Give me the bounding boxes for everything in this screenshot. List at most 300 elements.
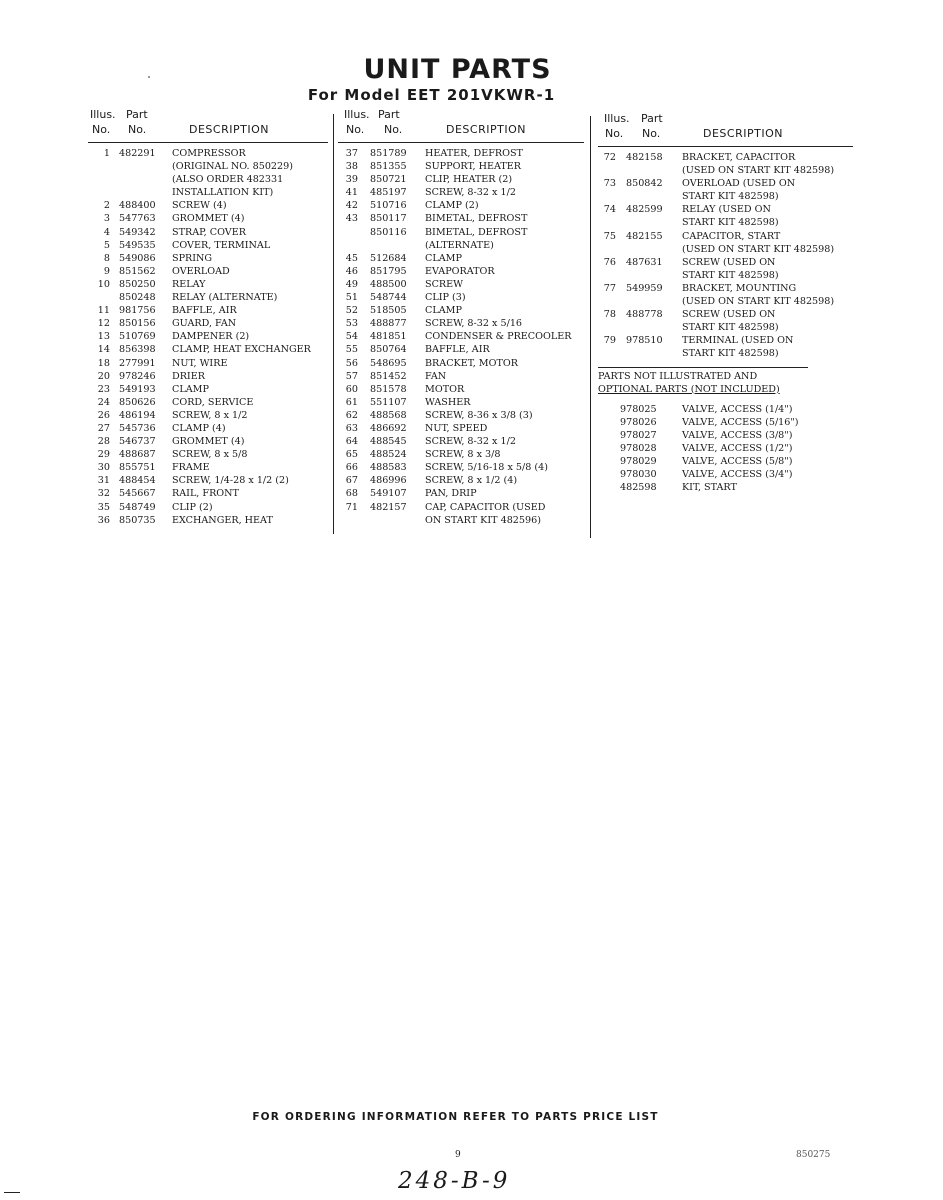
part-row <box>88 474 328 487</box>
part-number: 850117 <box>370 213 407 225</box>
part-row <box>338 461 584 474</box>
illus-number: 30 <box>97 462 110 474</box>
part-description: TERMINAL (USED ON <box>682 335 794 347</box>
part-description: SCREW, 8 x 5/8 <box>172 449 248 461</box>
part-description: GUARD, FAN <box>172 318 237 330</box>
part-row <box>338 370 584 383</box>
header-part: Part <box>126 108 148 121</box>
part-row <box>338 409 584 422</box>
part-row <box>338 396 584 409</box>
part-number: 850764 <box>370 344 407 356</box>
part-row <box>598 269 853 282</box>
part-row <box>338 199 584 212</box>
illus-number: 45 <box>345 252 358 264</box>
illus-number: 28 <box>97 436 110 448</box>
part-number: 488877 <box>370 318 407 330</box>
part-description: SCREW, 1/4-28 x 1/2 (2) <box>172 475 289 487</box>
header-rule <box>338 142 584 143</box>
part-number: 850250 <box>119 278 156 290</box>
part-description: RELAY (ALTERNATE) <box>172 292 278 304</box>
part-description: BAFFLE, AIR <box>425 344 490 356</box>
part-number: 488778 <box>626 309 663 321</box>
part-row <box>338 147 584 160</box>
illus-number: 43 <box>345 213 358 225</box>
part-number: 851452 <box>370 370 407 382</box>
parts-column-1 <box>88 108 328 527</box>
illus-number: 60 <box>345 383 358 395</box>
illus-number: 63 <box>345 422 358 434</box>
column-header <box>88 108 328 142</box>
part-description: RELAY <box>172 278 206 290</box>
part-row <box>338 435 584 448</box>
part-row <box>88 199 328 212</box>
part-number: 978028 <box>620 442 657 454</box>
part-number: 978030 <box>620 468 657 480</box>
part-row <box>598 468 853 481</box>
part-number: 978026 <box>620 416 657 428</box>
part-description: (USED ON START KIT 482598) <box>682 165 835 177</box>
part-number: 482599 <box>626 204 663 216</box>
part-row <box>338 278 584 291</box>
illus-number: 10 <box>97 278 110 290</box>
part-description: VALVE, ACCESS (1/4") <box>682 403 793 415</box>
illus-number: 36 <box>97 514 110 526</box>
part-description: COVER, TERMINAL <box>172 239 271 251</box>
part-description: SCREW, 8 x 1/2 (4) <box>425 475 518 487</box>
part-number: 488687 <box>119 449 156 461</box>
part-number: 486996 <box>370 475 407 487</box>
part-row <box>598 203 853 216</box>
part-row <box>598 164 853 177</box>
part-description: START KIT 482598) <box>682 322 779 334</box>
part-row <box>338 422 584 435</box>
part-description: START KIT 482598) <box>682 217 779 229</box>
part-description: CLIP, HEATER (2) <box>425 174 513 186</box>
ordering-footer: FOR ORDERING INFORMATION REFER TO PARTS PRICE LIST <box>252 1111 659 1123</box>
part-row <box>598 190 853 203</box>
illus-number: 61 <box>345 396 358 408</box>
illus-number: 39 <box>345 174 358 186</box>
illus-number: 77 <box>603 282 616 294</box>
illus-number: 51 <box>345 292 358 304</box>
column-header <box>338 108 584 142</box>
part-number: 549342 <box>119 226 156 238</box>
part-description: MOTOR <box>425 383 465 395</box>
part-description: HEATER, DEFROST <box>425 148 523 159</box>
illus-number: 8 <box>103 252 110 264</box>
header-part-no: No. <box>128 123 147 136</box>
part-row <box>88 147 328 160</box>
part-row <box>88 291 328 304</box>
part-row <box>88 409 328 422</box>
illus-number: 31 <box>97 475 110 487</box>
part-number: 485197 <box>370 187 407 199</box>
illus-number: 72 <box>603 152 616 163</box>
part-description: VALVE, ACCESS (5/8") <box>682 455 793 467</box>
not-illustrated-note-2: OPTIONAL PARTS (NOT INCLUDED) <box>598 383 780 395</box>
part-description: VALVE, ACCESS (3/4") <box>682 468 793 480</box>
part-description: (USED ON START KIT 482598) <box>682 243 835 255</box>
part-row <box>598 243 853 256</box>
part-row <box>338 343 584 356</box>
illus-number: 55 <box>345 344 358 356</box>
part-description: EXCHANGER, HEAT <box>172 514 273 526</box>
part-number: 488400 <box>119 200 156 212</box>
part-description: SCREW, 5/16-18 x 5/8 (4) <box>425 462 549 474</box>
illus-number: 27 <box>97 422 110 434</box>
part-description: CORD, SERVICE <box>172 396 254 408</box>
part-description: GROMMET (4) <box>172 436 245 448</box>
part-description: SCREW (USED ON <box>682 309 776 321</box>
part-row <box>88 239 328 252</box>
illus-number: 24 <box>97 396 110 408</box>
part-row <box>338 448 584 461</box>
part-number: 978510 <box>626 335 663 347</box>
part-row <box>598 429 853 442</box>
part-description: CLIP (2) <box>172 501 213 513</box>
part-number: 518505 <box>370 305 407 317</box>
part-description: OVERLOAD (USED ON <box>682 178 796 190</box>
part-number: 981756 <box>119 305 156 317</box>
illus-number: 65 <box>345 449 358 461</box>
part-row <box>598 295 853 308</box>
illus-number: 62 <box>345 409 358 421</box>
part-row <box>88 461 328 474</box>
part-description: EVAPORATOR <box>425 265 495 277</box>
header-rule <box>88 142 328 143</box>
illus-number: 11 <box>97 305 110 317</box>
part-number: 855751 <box>119 462 156 474</box>
part-row <box>88 265 328 278</box>
part-row <box>88 317 328 330</box>
part-description: SCREW (USED ON <box>682 256 776 268</box>
part-description: FRAME <box>172 462 210 474</box>
illus-number: 67 <box>345 475 358 487</box>
part-description: SUPPORT, HEATER <box>425 161 521 173</box>
part-row <box>88 212 328 225</box>
illus-number: 9 <box>103 265 110 277</box>
part-number: 488500 <box>370 278 407 290</box>
illus-number: 52 <box>345 305 358 317</box>
part-row <box>338 317 584 330</box>
part-description: VALVE, ACCESS (3/8") <box>682 429 793 441</box>
part-row <box>598 256 853 269</box>
part-number: 488454 <box>119 475 156 487</box>
illus-number: 4 <box>103 226 110 238</box>
part-row <box>338 357 584 370</box>
part-row <box>88 226 328 239</box>
header-part: Part <box>641 112 663 125</box>
column-header <box>598 112 853 146</box>
part-number: 482155 <box>626 230 663 242</box>
part-number: 850842 <box>626 178 663 190</box>
illus-number: 71 <box>345 501 358 513</box>
part-row <box>88 357 328 370</box>
part-row <box>88 252 328 265</box>
illus-number: 78 <box>603 309 616 321</box>
illus-number: 73 <box>603 178 616 190</box>
part-number: 850248 <box>119 292 156 304</box>
illus-number: 5 <box>103 239 110 251</box>
part-row <box>88 186 328 199</box>
part-number: 850116 <box>370 226 407 238</box>
margin-mark <box>4 1192 20 1193</box>
part-number: 510769 <box>119 331 156 343</box>
illus-number: 1 <box>103 148 110 159</box>
part-number: 512684 <box>370 252 407 264</box>
part-row <box>338 474 584 487</box>
header-part-no: No. <box>384 123 403 136</box>
illus-number: 57 <box>345 370 358 382</box>
part-description: SCREW (4) <box>172 200 227 212</box>
part-row <box>338 226 584 239</box>
illus-number: 56 <box>345 357 358 369</box>
part-number: 851562 <box>119 265 156 277</box>
part-description: RAIL, FRONT <box>172 488 239 500</box>
part-row <box>88 396 328 409</box>
part-row <box>88 370 328 383</box>
part-row <box>338 160 584 173</box>
part-description: (ALSO ORDER 482331 <box>172 174 284 186</box>
header-part: Part <box>378 108 400 121</box>
part-number: 851789 <box>370 148 407 159</box>
illus-number: 38 <box>345 161 358 173</box>
part-number: 850721 <box>370 174 407 186</box>
header-rule <box>598 146 853 147</box>
part-description: BRACKET, MOUNTING <box>682 282 797 294</box>
part-description: INSTALLATION KIT) <box>172 187 274 199</box>
part-row <box>88 422 328 435</box>
header-part-no: No. <box>642 127 661 140</box>
part-row <box>338 383 584 396</box>
illus-number: 20 <box>97 370 110 382</box>
part-number: 548695 <box>370 357 407 369</box>
part-description: CONDENSER & PRECOOLER <box>425 331 572 343</box>
part-description: SCREW, 8 x 1/2 <box>172 409 248 421</box>
part-number: 851355 <box>370 161 407 173</box>
part-description: KIT, START <box>682 482 737 494</box>
part-number: 482291 <box>119 148 156 159</box>
illus-number: 14 <box>97 344 110 356</box>
illus-number: 37 <box>345 148 358 159</box>
parts-column-2 <box>338 108 584 527</box>
part-number: 978029 <box>620 455 657 467</box>
illus-number: 35 <box>97 501 110 513</box>
part-row <box>88 330 328 343</box>
part-row <box>338 487 584 500</box>
part-description: GROMMET (4) <box>172 213 245 225</box>
illus-number: 54 <box>345 331 358 343</box>
part-row <box>338 291 584 304</box>
part-row <box>598 151 853 164</box>
part-row <box>338 173 584 186</box>
part-number: 549535 <box>119 239 156 251</box>
part-description: BAFFLE, AIR <box>172 305 237 317</box>
illus-number: 3 <box>103 213 110 225</box>
part-description: VALVE, ACCESS (1/2") <box>682 442 793 454</box>
header-no: No. <box>605 127 624 140</box>
part-number: 545667 <box>119 488 156 500</box>
part-number: 481851 <box>370 331 407 343</box>
part-description: (USED ON START KIT 482598) <box>682 296 835 308</box>
part-description: CLAMP (4) <box>172 422 226 434</box>
illus-number: 74 <box>603 204 616 216</box>
part-description: CLIP (3) <box>425 292 466 304</box>
part-row <box>338 212 584 225</box>
part-number: 549086 <box>119 252 156 264</box>
part-number: 850156 <box>119 318 156 330</box>
part-description: SCREW, 8-32 x 1/2 <box>425 436 516 448</box>
part-description: NUT, WIRE <box>172 357 228 369</box>
part-number: 549107 <box>370 488 407 500</box>
part-row <box>338 304 584 317</box>
part-row <box>598 403 853 416</box>
part-number: 978246 <box>119 370 156 382</box>
part-description: RELAY (USED ON <box>682 204 771 216</box>
part-row <box>598 455 853 468</box>
header-no: No. <box>92 123 111 136</box>
part-row <box>88 448 328 461</box>
part-number: 487631 <box>626 256 663 268</box>
illus-number: 46 <box>345 265 358 277</box>
header-description: DESCRIPTION <box>446 123 526 136</box>
part-description: CLAMP <box>172 383 209 395</box>
part-description: SCREW, 8-36 x 3/8 (3) <box>425 409 533 421</box>
part-row <box>598 416 853 429</box>
illus-number: 53 <box>345 318 358 330</box>
header-description: DESCRIPTION <box>703 127 783 140</box>
part-row <box>598 177 853 190</box>
part-row <box>598 442 853 455</box>
part-description: CLAMP <box>425 305 462 317</box>
illus-number: 42 <box>345 200 358 212</box>
part-number: 546737 <box>119 436 156 448</box>
part-row <box>598 321 853 334</box>
part-description: WASHER <box>425 396 471 408</box>
part-description: VALVE, ACCESS (5/16") <box>682 416 799 428</box>
part-row <box>88 487 328 500</box>
header-no: No. <box>346 123 365 136</box>
part-description: CAP, CAPACITOR (USED <box>425 501 546 513</box>
part-description: CAPACITOR, START <box>682 230 781 242</box>
part-description: DAMPENER (2) <box>172 331 250 343</box>
part-row <box>88 304 328 317</box>
part-row <box>88 383 328 396</box>
part-description: (ALTERNATE) <box>425 239 494 251</box>
part-description: START KIT 482598) <box>682 191 779 203</box>
illus-number: 32 <box>97 488 110 500</box>
part-number: 850735 <box>119 514 156 526</box>
part-row <box>338 265 584 278</box>
part-number: 482598 <box>620 482 657 494</box>
header-illus: Illus. <box>604 112 630 125</box>
illus-number: 79 <box>603 335 616 347</box>
part-description: BIMETAL, DEFROST <box>425 213 528 225</box>
part-description: STRAP, COVER <box>172 226 246 238</box>
illus-number: 13 <box>97 331 110 343</box>
part-description: CLAMP, HEAT EXCHANGER <box>172 344 311 356</box>
part-description: SCREW <box>425 278 464 290</box>
illus-number: 23 <box>97 383 110 395</box>
part-number: 486194 <box>119 409 156 421</box>
part-description: CLAMP (2) <box>425 200 479 212</box>
part-number: 488568 <box>370 409 407 421</box>
illus-number: 66 <box>345 462 358 474</box>
part-number: 547763 <box>119 213 156 225</box>
header-description: DESCRIPTION <box>189 123 269 136</box>
part-number: 851578 <box>370 383 407 395</box>
part-row <box>598 481 853 494</box>
part-number: 488545 <box>370 436 407 448</box>
part-row <box>88 501 328 514</box>
part-description: BRACKET, CAPACITOR <box>682 152 796 163</box>
part-description: BRACKET, MOTOR <box>425 357 518 369</box>
part-number: 482158 <box>626 152 663 163</box>
page-title: UNIT PARTS <box>363 54 552 85</box>
part-row <box>338 252 584 265</box>
part-row <box>338 239 584 252</box>
part-row <box>338 501 584 514</box>
part-row <box>598 230 853 243</box>
part-description: NUT, SPEED <box>425 422 488 434</box>
part-description: FAN <box>425 370 447 382</box>
handwritten-note: 248-B-9 <box>398 1168 511 1194</box>
part-description: START KIT 482598) <box>682 269 779 281</box>
part-row <box>88 343 328 356</box>
part-description: BIMETAL, DEFROST <box>425 226 528 238</box>
part-row <box>598 334 853 347</box>
part-row <box>338 186 584 199</box>
part-number: 488583 <box>370 462 407 474</box>
document-code: 850275 <box>796 1150 831 1160</box>
part-number: 510716 <box>370 200 407 212</box>
part-description: START KIT 482598) <box>682 348 779 360</box>
part-number: 548749 <box>119 501 156 513</box>
part-number: 545736 <box>119 422 156 434</box>
illus-number: 64 <box>345 436 358 448</box>
part-number: 549959 <box>626 282 663 294</box>
part-description: SCREW, 8-32 x 1/2 <box>425 187 516 199</box>
part-row <box>598 347 853 360</box>
part-number: 482157 <box>370 501 407 513</box>
part-row <box>598 216 853 229</box>
part-description: (ORIGINAL NO. 850229) <box>172 161 293 173</box>
part-number: 488524 <box>370 449 407 461</box>
page-number: 9 <box>455 1150 461 1160</box>
part-description: OVERLOAD <box>172 265 230 277</box>
part-description: CLAMP <box>425 252 462 264</box>
column-divider <box>333 114 334 534</box>
part-number: 486692 <box>370 422 407 434</box>
illus-number: 68 <box>345 488 358 500</box>
part-number: 277991 <box>119 357 156 369</box>
illus-number: 29 <box>97 449 110 461</box>
part-number: 856398 <box>119 344 156 356</box>
part-description: COMPRESSOR <box>172 148 246 159</box>
part-row <box>338 330 584 343</box>
part-row <box>338 514 584 527</box>
not-illustrated-note-1: PARTS NOT ILLUSTRATED AND <box>598 370 758 382</box>
header-illus: Illus. <box>90 108 116 121</box>
part-row <box>88 173 328 186</box>
illus-number: 26 <box>97 409 110 421</box>
part-row <box>598 308 853 321</box>
part-row <box>598 282 853 295</box>
part-number: 549193 <box>119 383 156 395</box>
header-illus: Illus. <box>344 108 370 121</box>
part-description: ON START KIT 482596) <box>425 514 541 526</box>
part-number: 978025 <box>620 403 657 415</box>
